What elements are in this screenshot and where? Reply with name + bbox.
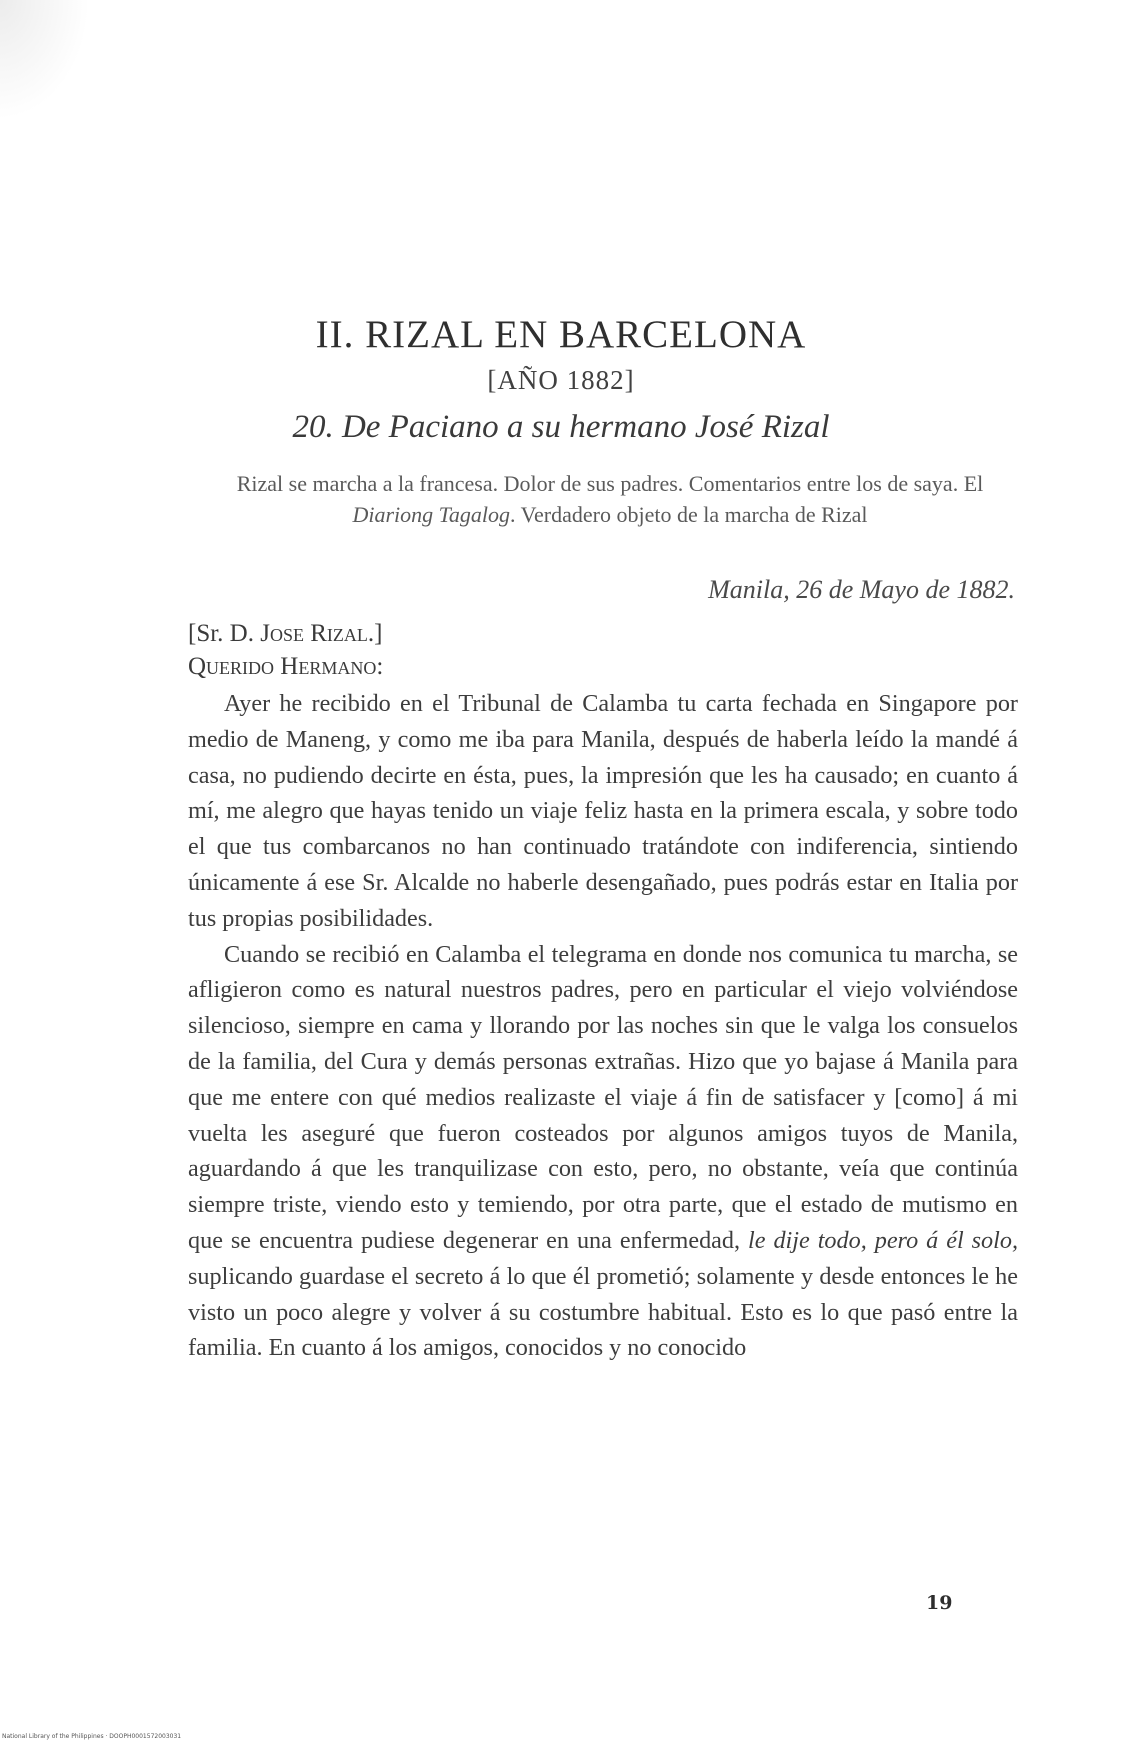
summary-text-part1: Rizal se marcha a la francesa. Dolor de sus padres. Comentarios entre los de saya. El [236,471,984,496]
letter-salutation: Querido Hermano: [188,653,384,680]
chapter-year: [AÑO 1882] [487,365,635,395]
addressee-prefix: [Sr. D. [188,620,261,647]
summary-text-part2: . Verdadero objeto de la marcha de Rizal [509,502,868,527]
body-paragraph-1: Ayer he recibido en el Tribunal de Calamba tu carta fechada en Singapore por medio de Maneng, y como me iba para Manila, después de haberla leído la mandé á casa, no pudiendo decirte en ésta, pues, la impresión que les ha causado; en cuanto á mí, me alegro que hayas tenido un viaje feliz hasta en la primera escala, y sobre todo el que tus combarcanos no han continuado tratándote con indiferencia, sintiendo únicamente á ese Sr. Alcalde no haberle desengañado, pues podrás estar en Italia por tus propias posibilidades. [188,690,1018,932]
letter-dateline: Manila, 26 de Mayo de 1882. [708,575,1015,604]
page-number: 19 [926,1592,953,1614]
scan-footer-note: National Library of the Philippines · DOOPH0001572003031 [2,1733,182,1740]
paragraph-2-text-b: suplicando guardase el secreto á lo que él prometió; solamente y desde entonces le he visto un poco alegre y volver á su costumbre habitual. Esto es lo que pasó entre la familia. En cuanto á los amigos, conocidos y no conocido [188,1262,1018,1362]
chapter-title: II. RIZAL EN BARCELONA [315,313,807,356]
letter-addressee [188,620,382,648]
addressee-suffix: .] [367,620,383,647]
letter-heading: 20. De Paciano a su hermano José Rizal [292,409,830,445]
paragraph-2-text-a: Cuando se recibió en Calamba el telegrama en donde nos comunica tu marcha, se afligieron como es natural nuestros padres, pero en particular el viejo volviéndose silencioso, siempre en cama y llorando por las noches sin que le valga los consuelos de la familia, del Cura y demás personas extrañas. Hizo que yo bajase á Manila para que me entere con qué medios realizaste el viaje á fin de satisfacer y [como] á mi vuelta les aseguré que fueron costeados por algunos amigos tuyos de Manila, aguardando á que les tranquilizase con esto, pero, no obstante, veía que continúa siempre triste, viendo esto y temiendo, por otra parte, que el estado de mutismo en que se encuentra pudiese degenerar en una enfermedad, [188,940,1018,1254]
body-paragraph-2 [188,937,1018,1367]
addressee-name: Jose Rizal [260,620,368,647]
letter-summary [205,468,1015,530]
letter-body [188,686,1018,1366]
paragraph-2-italic: le dije todo, pero á él solo, [748,1226,1018,1254]
publication-title: Diariong Tagalog [352,502,510,527]
scan-shadow [0,0,90,120]
